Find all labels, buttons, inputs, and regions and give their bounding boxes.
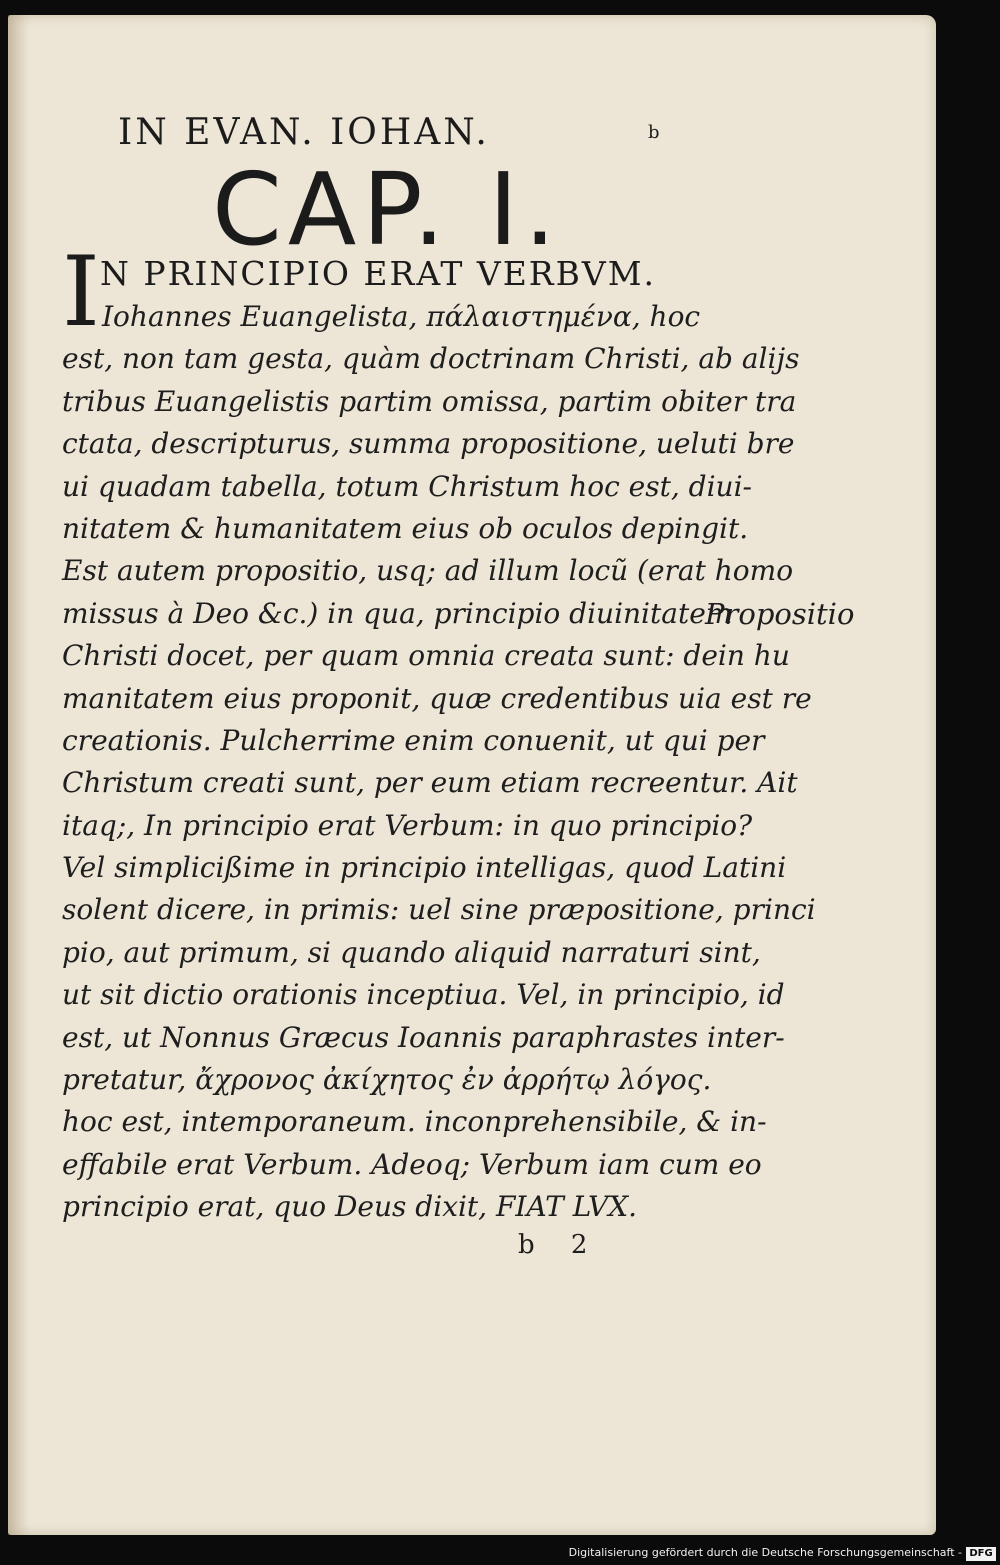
text-line: tribus Euangelistis partim omissa, partim obiter tra xyxy=(62,384,797,418)
chapter-heading: CAP. I. xyxy=(212,151,562,268)
text-line: Iohannes Euangelista, πάλαιστημένα, hoc xyxy=(102,300,701,333)
marginal-note: Propositio xyxy=(705,597,855,631)
text-line: Vel simplicißime in principio intelligas, quod Latini xyxy=(62,851,787,885)
body-text xyxy=(62,296,816,1229)
drop-initial: I xyxy=(62,236,100,348)
text-line: manitatem eius proponit, quæ credentibus uia est re xyxy=(62,681,812,715)
page-gutter xyxy=(8,15,30,1535)
dfg-logo: DFG xyxy=(966,1547,996,1561)
signature-mark: b xyxy=(648,122,660,143)
text-line: hoc est, intemporaneum. inconprehensibile, & in- xyxy=(62,1105,767,1139)
text-line: itaq;, In principio erat Verbum: in quo principio? xyxy=(62,808,753,842)
text-line: solent dicere, in primis: uel sine præpositione, princi xyxy=(62,893,816,927)
text-line: est, non tam gesta, quàm doctrinam Christi, ab alijs xyxy=(62,342,800,376)
text-line: Christi docet, per quam omnia creata sunt: dein hu xyxy=(62,639,790,673)
folio-signature: b 2 xyxy=(518,1230,602,1260)
text-line: ui quadam tabella, totum Christum hoc est, diui- xyxy=(62,469,752,503)
text-line: missus à Deo &c.) in qua, principio diuinitatem xyxy=(62,596,733,630)
text-line: Christum creati sunt, per eum etiam recreentur. Ait xyxy=(62,766,798,800)
text-line: principio erat, quo Deus dixit, FIAT LVX. xyxy=(62,1190,638,1224)
text-line: Est autem propositio, usq; ad illum locũ (erat homo xyxy=(62,554,794,588)
digitization-credit: Digitalisierung gefördert durch die Deutsche Forschungsgemeinschaft - xyxy=(568,1546,962,1559)
text-line: ut sit dictio orationis inceptiua. Vel, in principio, id xyxy=(62,978,785,1012)
running-head: IN EVAN. IOHAN. xyxy=(118,112,490,153)
text-line: pio, aut primum, si quando aliquid narraturi sint, xyxy=(62,935,761,969)
text-line: est, ut Nonnus Græcus Ioannis paraphrastes inter- xyxy=(62,1020,785,1054)
text-line: creationis. Pulcherrime enim conuenit, ut qui per xyxy=(62,723,765,757)
opening-line: N PRINCIPIO ERAT VERBVM. xyxy=(100,254,656,293)
text-line: pretatur, ἄχρονος ἀκίχητος ἐν ἀρρήτῳ λόγος. xyxy=(62,1063,712,1097)
text-line: effabile erat Verbum. Adeoq; Verbum iam cum eo xyxy=(62,1147,762,1181)
text-line: ctata, descripturus, summa propositione, ueluti bre xyxy=(62,427,795,461)
text-line: nitatem & humanitatem eius ob oculos depingit. xyxy=(62,511,749,545)
